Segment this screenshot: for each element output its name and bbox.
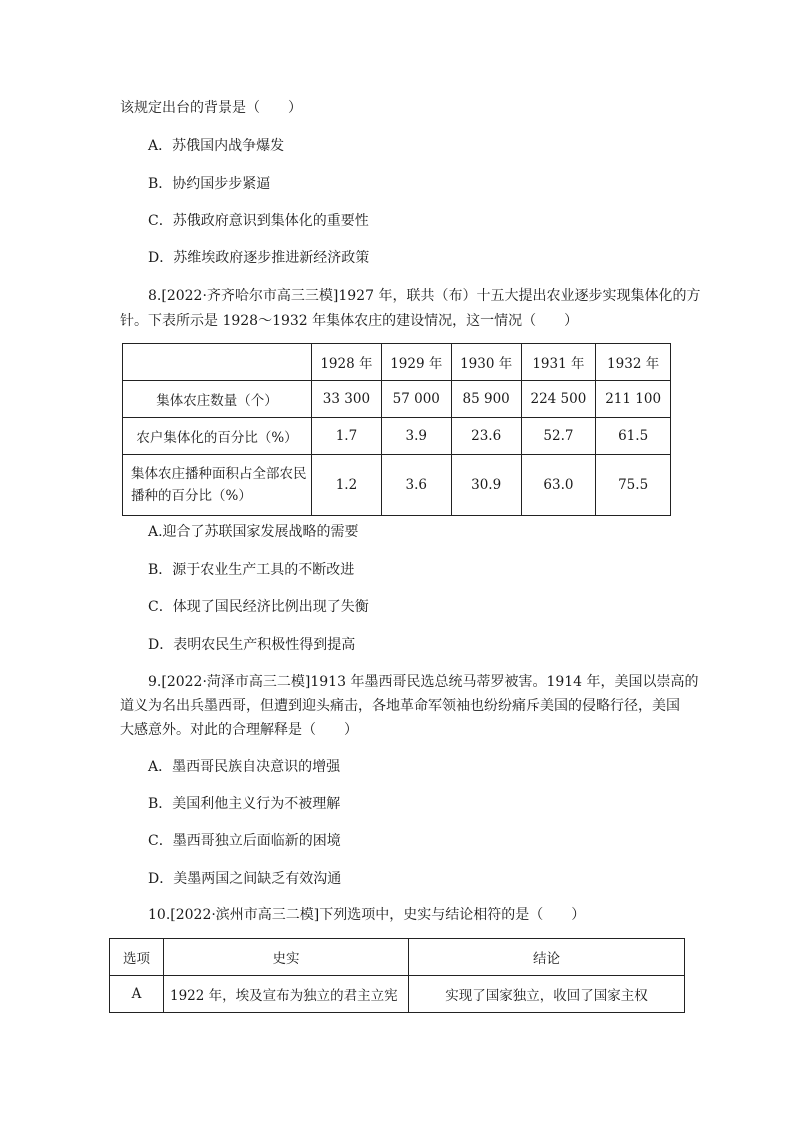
table-cell: 33 300	[312, 381, 382, 418]
q9-option-c: C．墨西哥独立后面临新的困境	[148, 833, 341, 849]
table-header-cell: 1928 年	[312, 344, 382, 381]
q8-option-b: B．源于农业生产工具的不断改进	[148, 562, 355, 578]
table-header-cell: 史实	[164, 939, 409, 976]
row-label: 集体农庄数量（个）	[123, 381, 312, 418]
table-cell: 224 500	[521, 381, 596, 418]
q8-table	[122, 343, 671, 516]
table-cell: 85 900	[451, 381, 521, 418]
table-cell: 3.6	[381, 455, 451, 516]
table-row	[110, 976, 685, 1013]
q10-table	[109, 938, 685, 1013]
row-label: 集体农庄播种面积占全部农民播种的百分比（%）	[123, 455, 312, 516]
table-header-cell: 结论	[409, 939, 685, 976]
table-header-row	[110, 939, 685, 976]
table-row	[123, 381, 671, 418]
q8-stem-line1: 8.[2022·齐齐哈尔市高三三模]1927 年，联共（布）十五大提出农业逐步实现集体化的方	[148, 288, 701, 304]
q9-stem-line2: 道义为名出兵墨西哥，但遭到迎头痛击，各地革命军领袖也纷纷痛斥美国的侵略行径，美国	[120, 698, 680, 714]
q9-option-b: B．美国利他主义行为不被理解	[148, 796, 341, 812]
table-header-cell	[123, 344, 312, 381]
q8-stem-line2: 针。下表所示是 1928～1932 年集体农庄的建设情况，这一情况（ ）	[120, 313, 579, 329]
q10-stem: 10.[2022·滨州市高三二模]下列选项中，史实与结论相符的是（ ）	[148, 907, 586, 923]
q9-stem-line3: 大感意外。对此的合理解释是（ ）	[120, 722, 358, 738]
table-header-cell: 选项	[110, 939, 164, 976]
q9-stem-line1: 9.[2022·菏泽市高三二模]1913 年墨西哥民选总统马蒂罗被害。1914 年，美国以崇高的	[148, 674, 699, 690]
table-cell: 1922 年，埃及宣布为独立的君主立宪	[164, 976, 409, 1013]
table-cell: 1.7	[312, 418, 382, 455]
table-cell: 211 100	[596, 381, 671, 418]
q7-option-a: A．苏俄国内战争爆发	[148, 138, 285, 154]
row-label: 农户集体化的百分比（%）	[123, 418, 312, 455]
table-cell: 75.5	[596, 455, 671, 516]
table-cell: 52.7	[521, 418, 596, 455]
table-row	[123, 455, 671, 516]
table-header-cell: 1929 年	[381, 344, 451, 381]
table-cell: 3.9	[381, 418, 451, 455]
table-row	[123, 418, 671, 455]
q7-option-c: C．苏俄政府意识到集体化的重要性	[148, 213, 369, 229]
q9-option-a: A．墨西哥民族自决意识的增强	[148, 759, 341, 775]
table-cell: 63.0	[521, 455, 596, 516]
q8-option-d: D．表明农民生产积极性得到提高	[148, 637, 356, 653]
table-cell: 实现了国家独立，收回了国家主权	[409, 976, 685, 1013]
q8-option-a: A.迎合了苏联国家发展战略的需要	[148, 524, 359, 540]
table-cell: 23.6	[451, 418, 521, 455]
table-header-cell: 1931 年	[521, 344, 596, 381]
q7-option-b: B．协约国步步紧逼	[148, 176, 271, 192]
q7-stem: 该规定出台的背景是（ ）	[120, 100, 302, 116]
table-cell: 61.5	[596, 418, 671, 455]
table-header-row	[123, 344, 671, 381]
table-cell: 1.2	[312, 455, 382, 516]
table-cell: 30.9	[451, 455, 521, 516]
table-header-cell: 1930 年	[451, 344, 521, 381]
table-cell: 57 000	[381, 381, 451, 418]
q9-option-d: D．美墨两国之间缺乏有效沟通	[148, 871, 342, 887]
q7-option-d: D．苏维埃政府逐步推进新经济政策	[148, 250, 370, 266]
q8-option-c: C．体现了国民经济比例出现了失衡	[148, 599, 369, 615]
table-cell: A	[110, 976, 164, 1013]
table-header-cell: 1932 年	[596, 344, 671, 381]
